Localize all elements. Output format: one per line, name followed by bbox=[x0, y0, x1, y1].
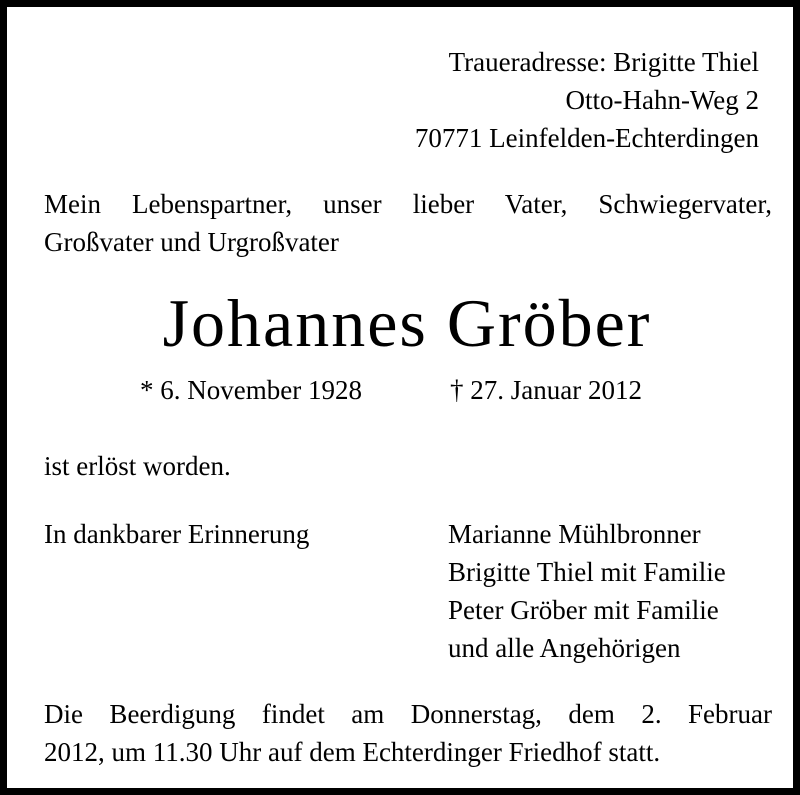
mourner-item: Brigitte Thiel mit Familie bbox=[448, 557, 726, 587]
released-text: ist erlöst worden. bbox=[44, 451, 231, 481]
address-line-contact: Traueradresse: Brigitte Thiel bbox=[448, 47, 759, 77]
funeral-info bbox=[44, 695, 772, 771]
mourner-item: Marianne Mühlbronner bbox=[448, 519, 701, 549]
deceased-name: Johannes Gröber bbox=[162, 285, 652, 361]
mourner-item: Peter Gröber mit Familie bbox=[448, 595, 719, 625]
intro-line-1: Mein Lebenspartner, unser lieber Vater, Schwiegervater, bbox=[44, 189, 772, 219]
mourner-item: und alle Angehörigen bbox=[448, 633, 681, 663]
address-line-city: 70771 Leinfelden-Echterdingen bbox=[414, 123, 759, 153]
address-line-street: Otto-Hahn-Weg 2 bbox=[565, 85, 759, 115]
intro-text bbox=[44, 185, 772, 261]
mourning-address bbox=[415, 43, 759, 157]
mourners-list bbox=[448, 515, 726, 667]
funeral-line-2: 2012, um 11.30 Uhr auf dem Echterdinger Friedhof statt. bbox=[44, 737, 661, 767]
birth-date: * 6. November 1928 bbox=[140, 375, 362, 405]
memory-text: In dankbarer Erinnerung bbox=[44, 519, 310, 549]
death-date: † 27. Januar 2012 bbox=[450, 375, 642, 405]
funeral-line-1: Die Beerdigung findet am Donnerstag, dem 2. Februar bbox=[44, 699, 772, 729]
intro-line-2: Großvater und Urgroßvater bbox=[44, 227, 339, 257]
